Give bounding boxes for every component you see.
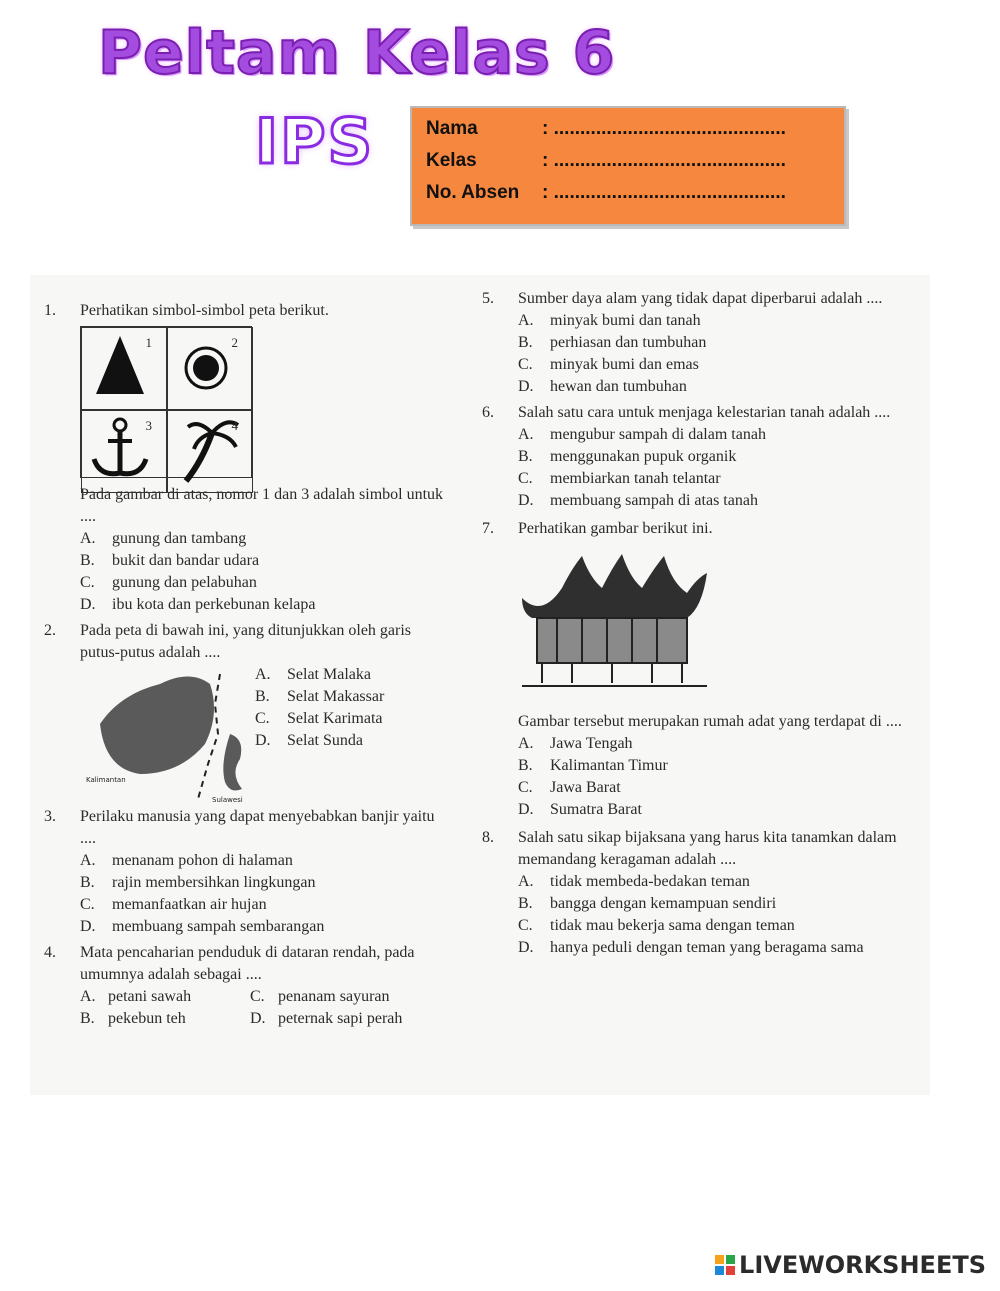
option-letter: C. [255,710,270,727]
option-letter: A. [80,852,96,869]
option-letter: B. [518,895,533,912]
name-field[interactable]: : ............................................ [542,118,786,139]
option-a[interactable] [44,850,449,872]
option-text: tidak membeda-bedakan teman [550,873,750,890]
option-text: membiarkan tanah telantar [550,470,721,487]
mountain-icon [82,328,166,402]
palm-tree-icon [168,411,252,485]
question-number: 4. [44,944,56,961]
option-letter: D. [518,801,534,818]
question-2-body [44,664,449,804]
question-text: Perilaku manusia yang dapat menyebabkan banjir yaitu .... [80,808,435,847]
option-letter: B. [80,874,95,891]
option-text: minyak bumi dan emas [550,356,699,373]
map-symbols-grid [80,326,252,478]
option-text: gunung dan tambang [112,530,247,547]
option-a[interactable] [44,528,449,550]
option-text: pekebun teh [108,1010,186,1027]
option-letter: B. [518,448,533,465]
option-text: Selat Malaka [287,666,371,683]
option-letter: A. [518,426,534,443]
map-label-sulawesi: Sulawesi [212,796,243,804]
option-letter: D. [80,918,96,935]
option-b[interactable] [44,872,449,894]
brand-text: LIVEWORKSHEETS [739,1251,986,1279]
anchor-icon [82,411,166,485]
question-number: 6. [482,404,494,421]
question-number: 5. [482,290,494,307]
option-text: ibu kota dan perkebunan kelapa [112,596,316,613]
option-letter: B. [518,334,533,351]
option-b[interactable] [482,446,920,468]
student-id-box [410,106,846,226]
option-a[interactable] [482,871,920,893]
option-letter: D. [518,378,534,395]
option-d[interactable] [482,376,920,398]
option-letter: C. [80,574,95,591]
question-8 [482,827,920,959]
option-d[interactable] [482,799,920,821]
option-letter: A. [518,312,534,329]
option-c[interactable] [482,468,920,490]
question-number: 1. [44,302,56,319]
option-text: peternak sapi perah [278,1010,403,1027]
option-text: mengubur sampah di dalam tanah [550,426,766,443]
option-letter: B. [518,757,533,774]
option-b[interactable] [482,893,920,915]
class-label: Kelas [426,150,477,171]
option-b[interactable] [482,755,920,777]
option-letter: C. [518,470,533,487]
symbol-number: 4 [231,418,238,433]
liveworksheets-logo [715,1251,986,1279]
option-letter: C. [518,917,533,934]
question-number: 3. [44,808,56,825]
option-letter: D. [80,596,96,613]
option-letter: C. [250,988,265,1005]
option-text: petani sawah [108,988,192,1005]
option-letter: D. [518,939,534,956]
option-letter: B. [255,688,270,705]
option-text: penanam sayuran [278,988,390,1005]
option-letter: A. [80,988,96,1005]
option-b[interactable] [255,686,384,708]
question-number: 7. [482,520,494,537]
question-3 [44,806,449,938]
option-letter: C. [518,779,533,796]
option-text: Selat Sunda [287,732,363,749]
question-4 [44,942,449,1030]
question-text-2: Gambar tersebut merupakan rumah adat yang terdapat di .... [518,713,902,730]
option-text: hewan dan tumbuhan [550,378,687,395]
option-b[interactable] [80,1008,250,1030]
option-text: Jawa Barat [550,779,621,796]
option-d[interactable] [250,1008,440,1030]
option-text: membuang sampah sembarangan [112,918,325,935]
symbol-cell-3 [81,410,167,493]
option-d[interactable] [482,490,920,512]
map-label-kalimantan: Kalimantan [86,776,126,784]
left-column [44,300,449,1030]
symbol-cell-2 [167,327,253,410]
question-text-2: Pada gambar di atas, nomor 1 dan 3 adalah simbol untuk .... [80,486,444,525]
class-field[interactable]: : ............................................ [542,150,786,171]
strait-map [80,664,255,804]
question-6 [482,402,920,512]
question-5 [482,288,920,398]
absen-row [426,182,786,204]
option-c[interactable] [250,986,440,1008]
option-text: Sumatra Barat [550,801,642,818]
option-c[interactable] [255,708,384,730]
question-text: Perhatikan gambar berikut ini. [518,520,713,537]
option-letter: D. [250,1010,266,1027]
option-letter: C. [518,356,533,373]
option-text: rajin membersihkan lingkungan [112,874,316,891]
symbol-cell-1 [81,327,167,410]
capital-city-icon [168,328,252,402]
option-text: membuang sampah di atas tanah [550,492,758,509]
option-text: Selat Karimata [287,710,383,727]
name-label: Nama [426,118,478,139]
name-row [426,118,786,140]
question-number: 2. [44,622,56,639]
option-a[interactable] [482,733,920,755]
question-text: Pada peta di bawah ini, yang ditunjukkan oleh garis putus-putus adalah .... [80,622,412,661]
question-7 [482,518,920,821]
option-letter: B. [80,552,95,569]
option-letter: D. [518,492,534,509]
option-text: menggunakan pupuk organik [550,448,737,465]
option-c[interactable] [44,894,449,916]
page-title: Peltam Kelas 6 [98,18,616,88]
option-letter: A. [80,530,96,547]
option-letter: C. [80,896,95,913]
question-text: Salah satu cara untuk menjaga kelestarian tanah adalah .... [518,404,891,421]
option-d[interactable] [255,730,384,752]
option-b[interactable] [482,332,920,354]
option-c[interactable] [482,354,920,376]
question-text: Sumber daya alam yang tidak dapat diperbarui adalah .... [518,290,883,307]
option-letter: A. [255,666,271,683]
question-text: Mata pencaharian penduduk di dataran rendah, pada umumnya adalah sebagai .... [80,944,415,983]
option-c[interactable] [44,572,449,594]
liveworksheets-icon [715,1255,735,1275]
option-a[interactable] [482,310,920,332]
option-text: bangga dengan kemampuan sendiri [550,895,777,912]
option-d[interactable] [44,916,449,938]
option-text: Kalimantan Timur [550,757,668,774]
option-text: tidak mau bekerja sama dengan teman [550,917,795,934]
option-c[interactable] [482,915,920,937]
absen-label: No. Absen [426,182,520,203]
option-text: memanfaatkan air hujan [112,896,267,913]
option-a[interactable] [80,986,250,1008]
class-row [426,150,786,172]
question-number: 8. [482,829,494,846]
option-a[interactable] [255,664,384,686]
option-text: gunung dan pelabuhan [112,574,257,591]
absen-field[interactable]: : ............................................ [542,182,786,203]
question-2-options [255,664,384,804]
option-text: Jawa Tengah [550,735,633,752]
symbol-number: 2 [231,335,238,350]
kalimantan-map-image [80,664,255,804]
rumah-gadang-image [512,548,712,698]
option-c[interactable] [482,777,920,799]
option-letter: A. [518,873,534,890]
option-letter: B. [80,1010,95,1027]
symbol-number: 1 [145,335,152,350]
option-text: minyak bumi dan tanah [550,312,701,329]
question-text: Perhatikan simbol-simbol peta berikut. [80,302,329,319]
option-d[interactable] [44,594,449,616]
option-text: perhiasan dan tumbuhan [550,334,707,351]
right-column [482,288,920,959]
question-text: Salah satu sikap bijaksana yang harus kita tanamkan dalam memandang keragaman adalah .... [518,829,897,868]
option-text: bukit dan bandar udara [112,552,260,569]
question-2 [44,620,449,804]
option-text: menanam pohon di halaman [112,852,293,869]
option-b[interactable] [44,550,449,572]
symbol-number: 3 [145,418,152,433]
option-d[interactable] [482,937,920,959]
option-a[interactable] [482,424,920,446]
subject-title: IPS [255,105,375,178]
option-text: hanya peduli dengan teman yang beragama sama [550,939,864,956]
option-letter: A. [518,735,534,752]
question-1 [44,300,449,616]
option-letter: D. [255,732,271,749]
symbol-cell-4 [167,410,253,493]
option-text: Selat Makassar [287,688,385,705]
question-4-options [44,986,449,1030]
